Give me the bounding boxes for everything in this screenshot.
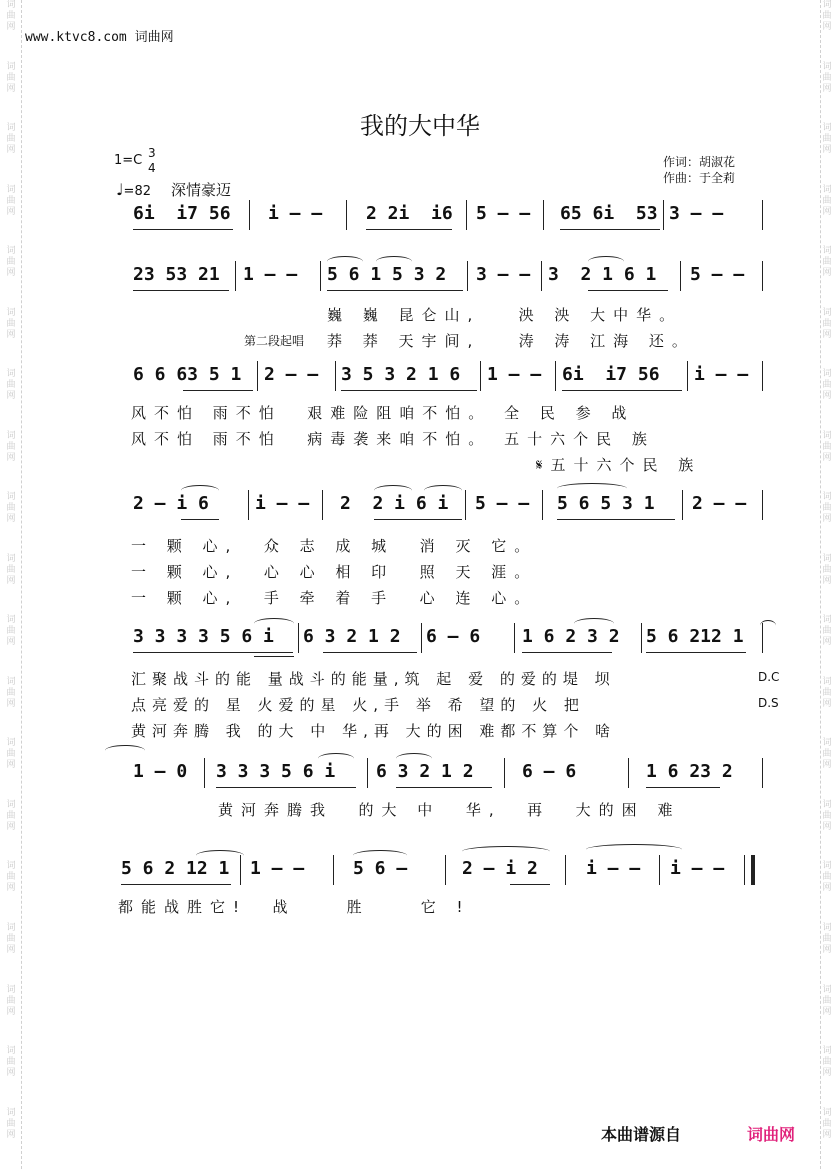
watermark-char: 词 [822, 492, 832, 503]
barline [682, 490, 683, 520]
watermark-char: 词 [6, 738, 16, 749]
watermark-char: 网 [822, 268, 832, 279]
watermark-char: 网 [822, 883, 832, 894]
measure: 6 3 2 1 2 [376, 761, 474, 782]
slur [574, 618, 614, 629]
slur [424, 485, 462, 496]
watermark-char: 曲 [822, 318, 832, 329]
barline [367, 758, 368, 788]
underline-beam [366, 229, 452, 230]
underline-beam [522, 652, 612, 653]
underline-beam [121, 884, 231, 885]
underline-beam [254, 656, 294, 657]
watermark-char: 曲 [822, 749, 832, 760]
slur [181, 485, 219, 496]
measure: 2 — i 6 [133, 493, 209, 514]
final-barline [744, 855, 755, 885]
barline [465, 490, 466, 520]
watermark-char: 网 [6, 329, 16, 340]
watermark-char: 网 [6, 1129, 16, 1140]
watermark-char: 曲 [6, 872, 16, 883]
measure: 5 6 — [353, 858, 408, 879]
underline-beam [341, 390, 477, 391]
watermark-char: 词 [822, 369, 832, 380]
barline [659, 855, 660, 885]
watermark-char: 词 [6, 984, 16, 995]
barline [663, 200, 664, 230]
barline [641, 623, 642, 653]
measure: 5 — — [476, 203, 531, 224]
measure: 23 53 21 [133, 264, 220, 285]
watermark-char: 词 [822, 430, 832, 441]
watermark-char: 网 [822, 145, 832, 156]
watermark-char: 词 [6, 184, 16, 195]
barline [762, 361, 763, 391]
measure: 1 — 0 [133, 761, 188, 782]
measure: 65 6i 53 [560, 203, 658, 224]
watermark-char: 曲 [6, 257, 16, 268]
watermark-char: 词 [822, 922, 832, 933]
ds-marking: D.S [758, 696, 779, 710]
barline [762, 758, 763, 788]
watermark-char: 网 [822, 1068, 832, 1079]
watermark-char: 网 [6, 944, 16, 955]
lyric-verse-2: 莽 莽 天宇间, 涛 涛 江海 还。 [327, 332, 695, 350]
watermark-char: 词 [822, 861, 832, 872]
measure: i — — [670, 858, 725, 879]
watermark-char: 网 [6, 83, 16, 94]
watermark-char: 网 [822, 452, 832, 463]
watermark-char: 网 [6, 698, 16, 709]
watermark-char: 词 [822, 799, 832, 810]
slur [557, 483, 627, 494]
watermark-char: 网 [6, 268, 16, 279]
watermark-char: 网 [822, 821, 832, 832]
measure: 5 6 2 12 1 [121, 858, 230, 879]
measure: 6 3 2 1 2 [303, 626, 401, 647]
mood-marking: 深情豪迈 [171, 181, 232, 199]
watermark-char: 网 [822, 760, 832, 771]
watermark-char: 曲 [6, 749, 16, 760]
underline-beam [183, 390, 253, 391]
watermark-char: 曲 [822, 1118, 832, 1129]
barline [320, 261, 321, 291]
watermark-char: 网 [822, 514, 832, 525]
measure: 3 — — [669, 203, 724, 224]
left-margin-line [21, 0, 22, 1169]
barline [762, 200, 763, 230]
watermark-char: 网 [6, 575, 16, 586]
barline [204, 758, 205, 788]
watermark-char: 曲 [6, 134, 16, 145]
underline-beam [374, 519, 462, 520]
watermark-char: 词 [822, 246, 832, 257]
watermark-char: 词 [6, 492, 16, 503]
watermark-char: 曲 [822, 134, 832, 145]
barline [687, 361, 688, 391]
watermark-char: 网 [6, 1068, 16, 1079]
right-watermark-strip [820, 0, 834, 1169]
watermark-char: 曲 [6, 11, 16, 21]
watermark-char: 曲 [6, 810, 16, 821]
watermark-char: 词 [6, 553, 16, 564]
underline-beam [510, 884, 550, 885]
measure: 5 — — [690, 264, 745, 285]
measure: 6i i7 56 [562, 364, 660, 385]
watermark-char: 曲 [822, 441, 832, 452]
slur [327, 256, 363, 267]
watermark-char: 词 [6, 246, 16, 257]
lyric-verse-1: 汇聚战斗的能 量战斗的能量,筑 起 爱 的爱的堤 坝 [131, 670, 616, 688]
measure: 3 5 3 2 1 6 [341, 364, 461, 385]
underline-beam [216, 787, 356, 788]
watermark-char: 曲 [822, 503, 832, 514]
underline-beam [560, 229, 660, 230]
watermark-char: 网 [6, 145, 16, 156]
watermark-char: 曲 [822, 810, 832, 821]
watermark-char: 网 [6, 637, 16, 648]
watermark-char: 曲 [822, 72, 832, 83]
barline [480, 361, 481, 391]
measure: 2 2 i 6 i [340, 493, 449, 514]
barline [542, 490, 543, 520]
watermark-char: 网 [822, 22, 832, 32]
measure: i — — [586, 858, 641, 879]
watermark-char: 网 [822, 83, 832, 94]
barline [504, 758, 505, 788]
slur [353, 850, 407, 861]
watermark-char: 曲 [6, 1057, 16, 1068]
left-watermark-strip [4, 0, 18, 1169]
barline [680, 261, 681, 291]
watermark-char: 曲 [6, 441, 16, 452]
key-signature: 1=C [114, 153, 143, 168]
lyric-verse-3: 黄河奔腾 我 的大 中 华,再 大的困 难都不算个 啥 [131, 722, 617, 740]
watermark-char: 词 [822, 0, 832, 10]
watermark-char: 词 [822, 1107, 832, 1118]
measure: 3 — — [476, 264, 531, 285]
barline [514, 623, 515, 653]
lyric-line: 都能战胜它! 战 胜 它 ! [118, 898, 471, 916]
watermark-char: 网 [822, 1006, 832, 1017]
measure: 3 2 1 6 1 [548, 264, 657, 285]
barline [466, 200, 467, 230]
measure: 5 — — [475, 493, 530, 514]
underline-beam [133, 290, 229, 291]
watermark-char: 网 [6, 514, 16, 525]
watermark-char: 词 [6, 861, 16, 872]
watermark-char: 网 [6, 760, 16, 771]
watermark-char: 词 [822, 1046, 832, 1057]
watermark-char: 词 [6, 430, 16, 441]
watermark-char: 曲 [6, 72, 16, 83]
watermark-char: 词 [6, 799, 16, 810]
barline [445, 855, 446, 885]
lyric-verse-2: 点亮爱的 星 火爱的星 火,手 举 希 望的 火 把 [131, 696, 585, 714]
watermark-char: 曲 [822, 380, 832, 391]
barline [541, 261, 542, 291]
watermark-char: 曲 [6, 380, 16, 391]
watermark-char: 曲 [6, 503, 16, 514]
tempo-marking: ♩=82 [116, 180, 151, 199]
watermark-char: 曲 [822, 687, 832, 698]
watermark-char: 网 [822, 206, 832, 217]
measure: i — — [268, 203, 323, 224]
underline-beam [588, 290, 668, 291]
slur [318, 753, 354, 764]
dc-marking: D.C [758, 670, 780, 684]
barline [257, 361, 258, 391]
underline-beam [646, 652, 746, 653]
watermark-char: 词 [6, 1107, 16, 1118]
watermark-char: 曲 [6, 318, 16, 329]
watermark-char: 词 [822, 553, 832, 564]
watermark-char: 词 [822, 184, 832, 195]
footer-source: 本曲谱源自 [601, 1125, 682, 1144]
watermark-char: 曲 [6, 687, 16, 698]
measure: 5 6 212 1 [646, 626, 744, 647]
measure: 1 — — [243, 264, 298, 285]
watermark-char: 词 [822, 984, 832, 995]
watermark-char: 网 [6, 22, 16, 32]
barline [346, 200, 347, 230]
slur [760, 620, 776, 631]
watermark-char: 曲 [6, 564, 16, 575]
barline [628, 758, 629, 788]
site-url[interactable]: www.ktvc8.com 词曲网 [25, 30, 174, 45]
measure: 2 — — [264, 364, 319, 385]
watermark-char: 网 [822, 329, 832, 340]
composer-credit: 作曲：于全莉 [663, 171, 736, 185]
watermark-char: 词 [6, 369, 16, 380]
barline [235, 261, 236, 291]
lyric-line: 黄河奔腾我 的大 中 华, 再 大的困 难 [218, 801, 681, 819]
slur [462, 846, 550, 857]
slur [196, 850, 244, 861]
watermark-char: 词 [6, 307, 16, 318]
watermark-char: 曲 [822, 257, 832, 268]
watermark-char: 曲 [822, 995, 832, 1006]
measure: 1 — — [250, 858, 305, 879]
watermark-char: 曲 [6, 933, 16, 944]
slur [588, 256, 624, 267]
underline-beam [133, 652, 293, 653]
watermark-char: 网 [822, 944, 832, 955]
slur [586, 844, 682, 855]
watermark-char: 网 [6, 206, 16, 217]
watermark-char: 词 [822, 738, 832, 749]
barline [298, 623, 299, 653]
underline-beam [327, 290, 463, 291]
lyric-verse-1: 一 颗 心, 众 志 成 城 消 灭 它。 [131, 537, 538, 555]
barline [333, 855, 334, 885]
underline-beam [323, 652, 417, 653]
watermark-char: 词 [822, 676, 832, 687]
measure: 6i i7 56 [133, 203, 231, 224]
measure: 2 — — [692, 493, 747, 514]
barline [543, 200, 544, 230]
watermark-char: 网 [6, 452, 16, 463]
song-title: 我的大中华 [360, 112, 480, 140]
watermark-char: 曲 [822, 626, 832, 637]
watermark-char: 词 [822, 615, 832, 626]
measure: 5 6 1 5 3 2 [327, 264, 447, 285]
lyric-segno: 𝄋五十六个民 族 [536, 456, 702, 474]
watermark-char: 曲 [6, 626, 16, 637]
lyric-verse-2: 风不怕 雨不怕 病毒袭来咱不怕。 五十六个民 族 [131, 430, 655, 448]
watermark-char: 曲 [822, 195, 832, 206]
watermark-char: 网 [822, 1129, 832, 1140]
time-signature: 3 4 [148, 146, 156, 175]
barline [335, 361, 336, 391]
barline [248, 490, 249, 520]
verse-2-note: 第二段起唱 [244, 334, 305, 348]
underline-beam [181, 519, 219, 520]
quarter-note-icon: ♩ [116, 180, 124, 199]
watermark-char: 曲 [6, 1118, 16, 1129]
watermark-char: 词 [6, 123, 16, 134]
measure: 5 6 5 3 1 [557, 493, 655, 514]
slur [254, 618, 294, 629]
measure: 6 — 6 [522, 761, 577, 782]
watermark-char: 词 [6, 61, 16, 72]
slur [105, 745, 145, 756]
watermark-char: 曲 [6, 995, 16, 1006]
lyric-verse-1: 巍 巍 昆仑山, 泱 泱 大中华。 [327, 306, 683, 324]
watermark-char: 曲 [6, 195, 16, 206]
underline-beam [646, 787, 720, 788]
watermark-char: 词 [6, 0, 16, 10]
watermark-char: 曲 [822, 564, 832, 575]
underline-beam [562, 390, 682, 391]
watermark-char: 网 [6, 391, 16, 402]
watermark-char: 网 [822, 637, 832, 648]
watermark-char: 网 [6, 821, 16, 832]
lyricist-credit: 作词：胡淑花 [663, 155, 736, 169]
watermark-char: 网 [822, 698, 832, 709]
measure: 2 2i i6 [366, 203, 453, 224]
measure: i — — [255, 493, 310, 514]
watermark-char: 词 [822, 123, 832, 134]
watermark-char: 词 [6, 1046, 16, 1057]
watermark-char: 词 [6, 615, 16, 626]
underline-beam [557, 519, 675, 520]
barline [555, 361, 556, 391]
watermark-char: 曲 [822, 933, 832, 944]
barline [762, 490, 763, 520]
measure: 1 6 23 2 [646, 761, 733, 782]
barline [467, 261, 468, 291]
barline [421, 623, 422, 653]
watermark-char: 网 [822, 575, 832, 586]
watermark-char: 曲 [822, 1057, 832, 1068]
watermark-char: 网 [822, 391, 832, 402]
lyric-verse-1: 风不怕 雨不怕 艰难险阻咱不怕。 全 民 参 战 [131, 404, 635, 422]
measure: 1 — — [487, 364, 542, 385]
watermark-char: 词 [6, 922, 16, 933]
measure: 6 6 63 5 1 [133, 364, 242, 385]
watermark-char: 曲 [822, 11, 832, 21]
slur [376, 256, 412, 267]
barline [322, 490, 323, 520]
measure: 3 3 3 5 6 i [216, 761, 336, 782]
measure: 2 — i 2 [462, 858, 538, 879]
footer-brand-link[interactable]: 词曲网 [747, 1125, 796, 1144]
watermark-char: 网 [6, 883, 16, 894]
measure: i — — [694, 364, 749, 385]
underline-beam [396, 787, 492, 788]
barline [249, 200, 250, 230]
lyric-verse-3: 一 颗 心, 手 牵 着 手 心 连 心。 [131, 589, 538, 607]
slur [374, 485, 412, 496]
measure: 6 — 6 [426, 626, 481, 647]
underline-beam [133, 229, 233, 230]
barline [565, 855, 566, 885]
watermark-char: 词 [6, 676, 16, 687]
watermark-char: 词 [822, 307, 832, 318]
watermark-char: 词 [822, 61, 832, 72]
watermark-char: 网 [6, 1006, 16, 1017]
slur [396, 753, 432, 764]
measure: 3 3 3 3 5 6 i [133, 626, 274, 647]
watermark-char: 曲 [822, 872, 832, 883]
lyric-verse-2: 一 颗 心, 心 心 相 印 照 天 涯。 [131, 563, 538, 581]
barline [762, 261, 763, 291]
measure: 1 6 2 3 2 [522, 626, 620, 647]
